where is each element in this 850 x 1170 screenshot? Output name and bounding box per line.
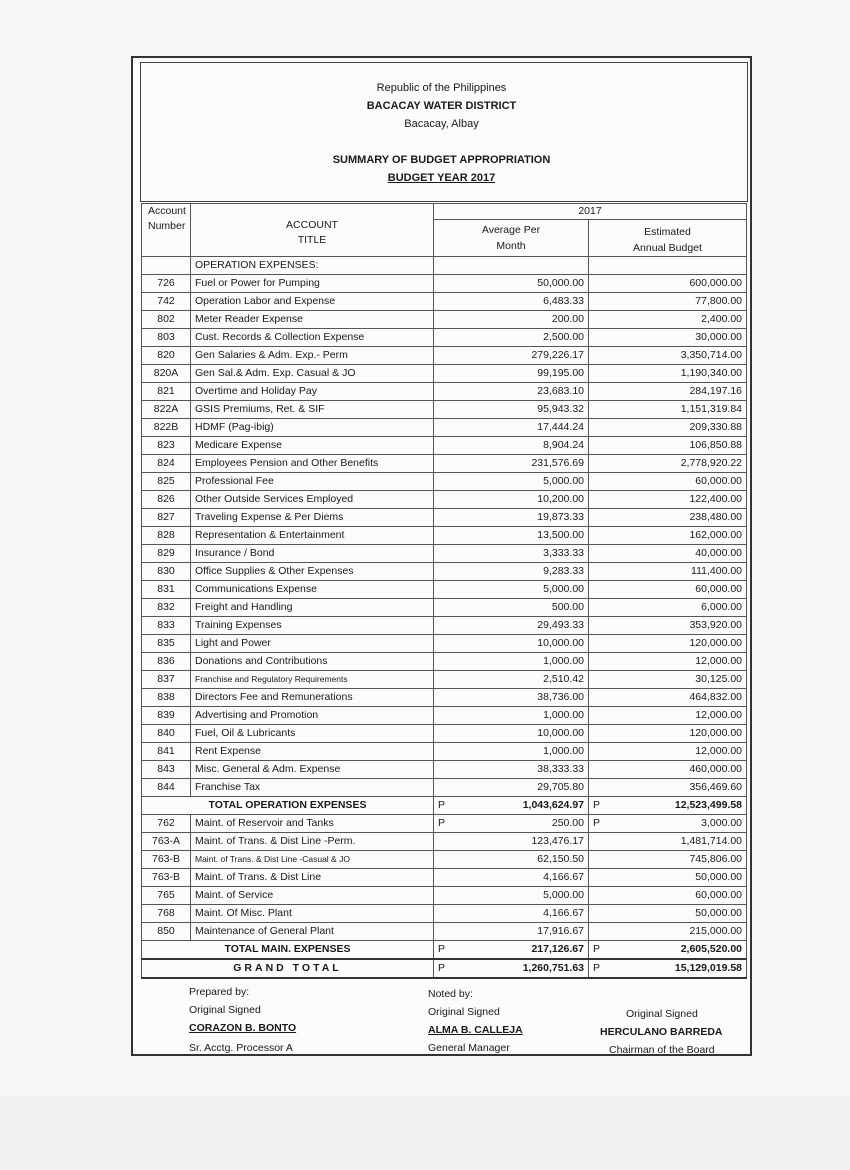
estimated-annual-budget: 77,800.00 <box>589 293 747 311</box>
account-number: 831 <box>142 581 191 599</box>
account-number: 820A <box>142 365 191 383</box>
account-title: Fuel, Oil & Lubricants <box>191 725 434 743</box>
total-maintenance-row <box>142 941 747 960</box>
estimated-annual-budget: 60,000.00 <box>589 473 747 491</box>
account-number: 803 <box>142 329 191 347</box>
chairman-name: HERCULANO BARREDA <box>600 1026 723 1038</box>
table-row <box>142 311 747 329</box>
account-number: 844 <box>142 779 191 797</box>
noted-label: Noted by: <box>428 988 473 1000</box>
account-number: 823 <box>142 437 191 455</box>
grand-total-row-average-value: 1,260,751.63 <box>522 962 584 974</box>
average-per-month-value: 250.00 <box>551 817 584 829</box>
account-number: 830 <box>142 563 191 581</box>
average-per-month: 19,873.33 <box>434 509 589 527</box>
average-per-month: 5,000.00 <box>434 473 589 491</box>
account-number: 836 <box>142 653 191 671</box>
estimated-annual-budget: 209,330.88 <box>589 419 747 437</box>
account-number: 765 <box>142 887 191 905</box>
estimated-annual-budget: 215,000.00 <box>589 923 747 941</box>
average-per-month: 1,000.00 <box>434 653 589 671</box>
section-label: OPERATION EXPENSES: <box>191 257 434 275</box>
table-row <box>142 923 747 941</box>
account-title: Maint. of Trans. & Dist Line -Casual & JO <box>191 851 434 869</box>
document-title: SUMMARY OF BUDGET APPROPRIATION <box>332 154 551 166</box>
account-title: Employees Pension and Other Benefits <box>191 455 434 473</box>
account-title: Overtime and Holiday Pay <box>191 383 434 401</box>
account-title: Light and Power <box>191 635 434 653</box>
average-per-month: 5,000.00 <box>434 581 589 599</box>
prepared-name: CORAZON B. BONTO <box>189 1022 297 1034</box>
estimated-annual-budget: 50,000.00 <box>589 869 747 887</box>
table-row <box>142 401 747 419</box>
total-operation-row-estimated <box>589 797 747 815</box>
estimated-annual-budget: 1,190,340.00 <box>589 365 747 383</box>
account-title: Meter Reader Expense <box>191 311 434 329</box>
average-per-month: 4,166.67 <box>434 869 589 887</box>
account-number: 763-A <box>142 833 191 851</box>
average-per-month: 231,576.69 <box>434 455 589 473</box>
average-per-month: 23,683.10 <box>434 383 589 401</box>
col-header-account-title: ACCOUNT TITLE <box>191 204 434 257</box>
table-row <box>142 545 747 563</box>
average-per-month: 10,200.00 <box>434 491 589 509</box>
estimated-annual-budget: 50,000.00 <box>589 905 747 923</box>
account-title: Maint. of Trans. & Dist Line -Perm. <box>191 833 434 851</box>
table-row <box>142 779 747 797</box>
average-per-month: 6,483.33 <box>434 293 589 311</box>
account-title: Office Supplies & Other Expenses <box>191 563 434 581</box>
estimated-annual-budget: 284,197.16 <box>589 383 747 401</box>
table-row <box>142 743 747 761</box>
account-title: Franchise and Regulatory Requirements <box>191 671 434 689</box>
estimated-annual-budget: 162,000.00 <box>589 527 747 545</box>
table-row <box>142 869 747 887</box>
account-number: 832 <box>142 599 191 617</box>
peso-prefix: P <box>438 943 446 955</box>
table-row <box>142 383 747 401</box>
total-maintenance-row-average-value: 217,126.67 <box>531 943 584 955</box>
table-row <box>142 329 747 347</box>
account-title: Rent Expense <box>191 743 434 761</box>
estimated-annual-budget: 1,151,319.84 <box>589 401 747 419</box>
account-number: 822A <box>142 401 191 419</box>
estimated-annual-budget: 3,350,714.00 <box>589 347 747 365</box>
account-title: Maint. of Trans. & Dist Line <box>191 869 434 887</box>
estimated-annual-budget: 745,806.00 <box>589 851 747 869</box>
table-row <box>142 293 747 311</box>
table-row <box>142 905 747 923</box>
table-row <box>142 707 747 725</box>
account-number: 835 <box>142 635 191 653</box>
account-number: 837 <box>142 671 191 689</box>
estimated-annual-budget-value: 3,000.00 <box>701 817 743 829</box>
average-per-month: 4,166.67 <box>434 905 589 923</box>
account-number: 726 <box>142 275 191 293</box>
account-number: 840 <box>142 725 191 743</box>
prepared-status: Original Signed <box>189 1004 261 1016</box>
estimated-annual-budget: 30,125.00 <box>589 671 747 689</box>
estimated-annual-budget: 12,000.00 <box>589 707 747 725</box>
account-number: 762 <box>142 815 191 833</box>
account-title: Fuel or Power for Pumping <box>191 275 434 293</box>
table-row <box>142 725 747 743</box>
table-row <box>142 527 747 545</box>
account-title: Training Expenses <box>191 617 434 635</box>
average-per-month: 17,916.67 <box>434 923 589 941</box>
account-number: 850 <box>142 923 191 941</box>
account-title: Maint. Of Misc. Plant <box>191 905 434 923</box>
table-row <box>142 851 747 869</box>
peso-prefix: P <box>593 962 601 974</box>
account-number: 822B <box>142 419 191 437</box>
table-row <box>142 473 747 491</box>
total-maintenance-row-estimated-value: 2,605,520.00 <box>680 943 743 955</box>
grand-total-row-estimated-value: 15,129,019.58 <box>674 962 743 974</box>
account-number: 827 <box>142 509 191 527</box>
scan-background <box>0 1096 850 1170</box>
table-row <box>142 689 747 707</box>
account-title: Cust. Records & Collection Expense <box>191 329 434 347</box>
estimated-annual-budget: 40,000.00 <box>589 545 747 563</box>
average-per-month: 279,226.17 <box>434 347 589 365</box>
estimated-annual-budget: 1,481,714.00 <box>589 833 747 851</box>
section-avg-blank <box>434 257 589 275</box>
account-number: 839 <box>142 707 191 725</box>
average-per-month: 38,333.33 <box>434 761 589 779</box>
total-operation-row-label: TOTAL OPERATION EXPENSES <box>142 797 434 815</box>
total-maintenance-row-label: TOTAL MAIN. EXPENSES <box>142 941 434 960</box>
table-row <box>142 815 747 833</box>
average-per-month: 29,705.80 <box>434 779 589 797</box>
estimated-annual-budget: 12,000.00 <box>589 743 747 761</box>
account-title: Insurance / Bond <box>191 545 434 563</box>
account-title: Misc. General & Adm. Expense <box>191 761 434 779</box>
account-number: 742 <box>142 293 191 311</box>
account-number: 843 <box>142 761 191 779</box>
account-title: Maint. of Service <box>191 887 434 905</box>
account-number: 829 <box>142 545 191 563</box>
average-per-month: 29,493.33 <box>434 617 589 635</box>
table-row <box>142 563 747 581</box>
total-operation-row-average <box>434 797 589 815</box>
table-row <box>142 887 747 905</box>
account-number: 825 <box>142 473 191 491</box>
account-title: Advertising and Promotion <box>191 707 434 725</box>
account-title: Professional Fee <box>191 473 434 491</box>
average-per-month: 95,943.32 <box>434 401 589 419</box>
account-title: Donations and Contributions <box>191 653 434 671</box>
average-per-month: 10,000.00 <box>434 725 589 743</box>
estimated-annual-budget: 106,850.88 <box>589 437 747 455</box>
col-header-year: 2017 <box>434 204 747 220</box>
average-per-month: 38,736.00 <box>434 689 589 707</box>
account-number: 838 <box>142 689 191 707</box>
table-row <box>142 671 747 689</box>
account-title: Gen Salaries & Adm. Exp.- Perm <box>191 347 434 365</box>
average-per-month: 200.00 <box>434 311 589 329</box>
account-title: Other Outside Services Employed <box>191 491 434 509</box>
grand-total-row-average <box>434 959 589 978</box>
table-row <box>142 599 747 617</box>
average-per-month: 17,444.24 <box>434 419 589 437</box>
account-number: 802 <box>142 311 191 329</box>
header-location: Bacacay, Albay <box>404 118 479 130</box>
estimated-annual-budget: 30,000.00 <box>589 329 747 347</box>
section-est-blank <box>589 257 747 275</box>
account-number: 821 <box>142 383 191 401</box>
col-header-average: Average Per Month <box>434 220 589 257</box>
account-title: Operation Labor and Expense <box>191 293 434 311</box>
grand-total-row <box>142 959 747 978</box>
peso-prefix: P <box>438 962 446 974</box>
average-per-month: 2,510.42 <box>434 671 589 689</box>
average-per-month: 2,500.00 <box>434 329 589 347</box>
account-number: 763-B <box>142 869 191 887</box>
account-title: Traveling Expense & Per Diems <box>191 509 434 527</box>
total-operation-row <box>142 797 747 815</box>
account-title: HDMF (Pag-ibig) <box>191 419 434 437</box>
account-title: Medicare Expense <box>191 437 434 455</box>
header-republic: Republic of the Philippines <box>376 82 507 94</box>
peso-prefix: P <box>593 799 601 811</box>
table-row <box>142 635 747 653</box>
peso-prefix: P <box>593 817 601 829</box>
gm-position: General Manager <box>428 1042 510 1054</box>
estimated-annual-budget: 6,000.00 <box>589 599 747 617</box>
col-header-account-number: Account Number <box>142 204 191 257</box>
grand-total-row-label: GRAND TOTAL <box>142 959 434 978</box>
estimated-annual-budget: 60,000.00 <box>589 581 747 599</box>
estimated-annual-budget: 464,832.00 <box>589 689 747 707</box>
estimated-annual-budget: 111,400.00 <box>589 563 747 581</box>
peso-prefix: P <box>438 799 446 811</box>
account-number: 828 <box>142 527 191 545</box>
average-per-month: 10,000.00 <box>434 635 589 653</box>
account-title: Freight and Handling <box>191 599 434 617</box>
gm-name: ALMA B. CALLEJA <box>428 1024 523 1036</box>
document-subtitle: BUDGET YEAR 2017 <box>387 172 496 184</box>
average-per-month: 13,500.00 <box>434 527 589 545</box>
total-operation-row-average-value: 1,043,624.97 <box>522 799 584 811</box>
account-title: Maint. of Reservoir and Tanks <box>191 815 434 833</box>
header-district: BACACAY WATER DISTRICT <box>366 100 517 112</box>
estimated-annual-budget: 60,000.00 <box>589 887 747 905</box>
total-operation-row-estimated-value: 12,523,499.58 <box>674 799 743 811</box>
grand-total-row-estimated <box>589 959 747 978</box>
budget-table <box>141 203 747 979</box>
table-row <box>142 455 747 473</box>
average-per-month: 1,000.00 <box>434 743 589 761</box>
account-title: Gen Sal.& Adm. Exp. Casual & JO <box>191 365 434 383</box>
table-row <box>142 617 747 635</box>
prepared-label: Prepared by: <box>189 986 250 998</box>
account-number: 826 <box>142 491 191 509</box>
table-row <box>142 509 747 527</box>
average-per-month: 62,150.50 <box>434 851 589 869</box>
average-per-month <box>434 815 589 833</box>
estimated-annual-budget: 460,000.00 <box>589 761 747 779</box>
estimated-annual-budget: 120,000.00 <box>589 635 747 653</box>
chairman-position: Chairman of the Board <box>609 1044 715 1056</box>
average-per-month: 1,000.00 <box>434 707 589 725</box>
account-number: 763-B <box>142 851 191 869</box>
account-number: 820 <box>142 347 191 365</box>
average-per-month: 123,476.17 <box>434 833 589 851</box>
average-per-month: 500.00 <box>434 599 589 617</box>
table-row <box>142 833 747 851</box>
table-row <box>142 419 747 437</box>
account-number: 768 <box>142 905 191 923</box>
peso-prefix: P <box>438 817 446 829</box>
table-row <box>142 275 747 293</box>
account-number: 841 <box>142 743 191 761</box>
account-number: 833 <box>142 617 191 635</box>
table-row <box>142 581 747 599</box>
average-per-month: 5,000.00 <box>434 887 589 905</box>
table-row <box>142 653 747 671</box>
estimated-annual-budget: 2,778,920.22 <box>589 455 747 473</box>
average-per-month: 50,000.00 <box>434 275 589 293</box>
prepared-position: Sr. Acctg. Processor A <box>189 1042 293 1054</box>
estimated-annual-budget: 12,000.00 <box>589 653 747 671</box>
peso-prefix: P <box>593 943 601 955</box>
account-title: Franchise Tax <box>191 779 434 797</box>
estimated-annual-budget: 356,469.60 <box>589 779 747 797</box>
average-per-month: 8,904.24 <box>434 437 589 455</box>
section-acct-blank <box>142 257 191 275</box>
account-number: 824 <box>142 455 191 473</box>
account-title: Maintenance of General Plant <box>191 923 434 941</box>
estimated-annual-budget: 122,400.00 <box>589 491 747 509</box>
estimated-annual-budget: 120,000.00 <box>589 725 747 743</box>
account-title: Representation & Entertainment <box>191 527 434 545</box>
average-per-month: 99,195.00 <box>434 365 589 383</box>
total-maintenance-row-average <box>434 941 589 960</box>
chairman-status: Original Signed <box>626 1008 698 1020</box>
col-header-estimated: Estimated Annual Budget <box>589 220 747 257</box>
estimated-annual-budget <box>589 815 747 833</box>
estimated-annual-budget: 600,000.00 <box>589 275 747 293</box>
table-row <box>142 365 747 383</box>
total-maintenance-row-estimated <box>589 941 747 960</box>
account-title: Directors Fee and Remunerations <box>191 689 434 707</box>
estimated-annual-budget: 238,480.00 <box>589 509 747 527</box>
table-row <box>142 347 747 365</box>
account-title: Communications Expense <box>191 581 434 599</box>
estimated-annual-budget: 2,400.00 <box>589 311 747 329</box>
average-per-month: 3,333.33 <box>434 545 589 563</box>
average-per-month: 9,283.33 <box>434 563 589 581</box>
gm-status: Original Signed <box>428 1006 500 1018</box>
table-row <box>142 761 747 779</box>
table-row <box>142 491 747 509</box>
table-row <box>142 437 747 455</box>
estimated-annual-budget: 353,920.00 <box>589 617 747 635</box>
account-title: GSIS Premiums, Ret. & SIF <box>191 401 434 419</box>
